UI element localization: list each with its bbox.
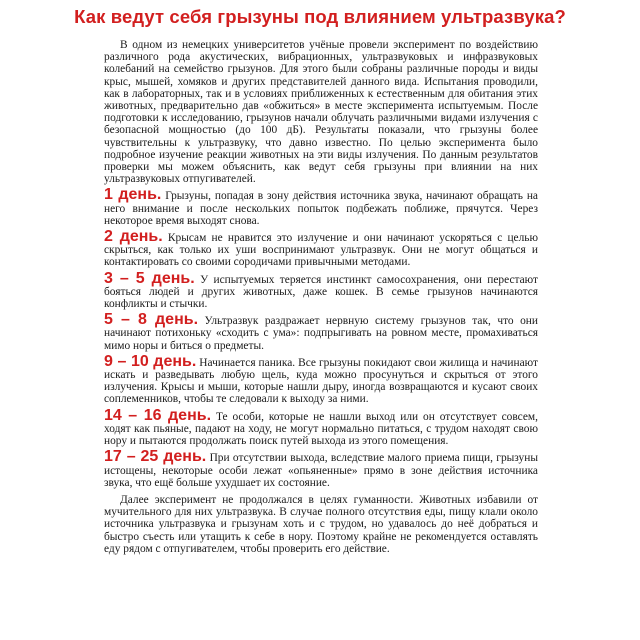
article-body (104, 39, 538, 555)
day-text: Ультразвук раздражает нервную систему грызунов так, что они начинают потихоньку «сходить с ума»: подпрыгивать на ровном месте, промахиваться мимо норы и биться о предметы. (104, 315, 538, 352)
day-entry (104, 406, 538, 448)
intro-paragraph: В одном из немецких университетов учёные провели эксперимент по воздействию различного рода акустических, вибрационных, ультразвуковых и инфразвуковых колебаний на семейство грызунов. Для этого были собраны различные породы и виды крыс, мышей, хомяков и других представителей данного вида. Испытания проводили, как в лабораторных, так и в условиях приближенных к естественным для обитания этих животных, предварительно дав «обжиться» в месте эксперимента испытуемым. После подготовки к исследованию, грызунов начали облучать различными видами излучения с безопасной мощностью (до 100 дБ). Результаты показали, что грызуны более чувствительны к ультразвуку, что давно известно. По целью эксперимента было подробное изучение реакции животных на эти виды излучения. По данным результатов проверки мы можем объяснить, как ведут себя грызуны при влиянии на них ультразвуковых отпугивателей. (104, 39, 538, 186)
day-entry (104, 186, 538, 227)
day-text: Те особи, которые не нашли выход или он отсутствует совсем, ходят как пьяные, падают на ходу, не могут нормально питаться, с трудом находят свою нору и пытаются продолжать поиск путей выхода из этого помещения. (104, 410, 538, 448)
day-text: Грызуны, попадая в зону действия источника звука, начинают обращать на него внимание и после нескольких попыток подбежать поближе, прячутся. Через некоторое время выходят снова. (104, 190, 538, 227)
outro-paragraph: Далее эксперимент не продолжался в целях гуманности. Животных избавили от мучительного для них ультразвука. В случае полного отсутствия еды, пищу клали около источника ультразвука и грызунам хоть и с трудом, но удавалось до неё добраться и быстро съесть или утащить к себе в нору. Поэтому крайне не рекомендуется оставлять еду рядом с отпугивателем, чтобы проверить его действие. (104, 493, 538, 555)
page-title: Как ведут себя грызуны под влиянием ультразвука? (74, 6, 566, 27)
day-label: 2 день. (104, 228, 163, 246)
day-text: Начинается паника. Все грызуны покидают свои жилища и начинают искать и разведывать любую щель, куда можно просунуться и скрыться от этого излучения. Крысы и мыши, которые нашли дыру, иногда возвращаются и кусают своих соплеменников, чтобы те следовали к выходу за ними. (104, 356, 538, 406)
day-entry (104, 228, 538, 269)
day-label: 3 – 5 день. (104, 269, 195, 287)
day-entry (104, 352, 538, 406)
day-entry (104, 448, 538, 489)
day-label: 9 – 10 день. (104, 352, 197, 370)
day-text: При отсутствии выхода, вследствие малого приема пищи, грызуны истощены, некоторые особи лежат «опьяненные» прямо в зоне действия источника звука, что ещё больше ухудшает их состояние. (104, 452, 538, 489)
day-text: У испытуемых теряется инстинкт самосохранения, они перестают бояться людей и других животных, даже кошек. В семье грызунов начинаются конфликты и стычки. (104, 273, 539, 311)
day-entry (104, 269, 539, 311)
day-label: 1 день. (104, 186, 162, 204)
day-label: 14 – 16 день. (104, 406, 212, 424)
day-label: 17 – 25 день. (104, 448, 207, 466)
day-label: 5 – 8 день. (104, 311, 199, 329)
day-text: Крысам не нравится это излучение и они начинают ускоряться с целью скрыться, как только их уши воспринимают ультразвук. Они не могут общаться и контактировать со своими сородичами привычными методами. (104, 232, 538, 269)
day-entry (104, 311, 538, 352)
